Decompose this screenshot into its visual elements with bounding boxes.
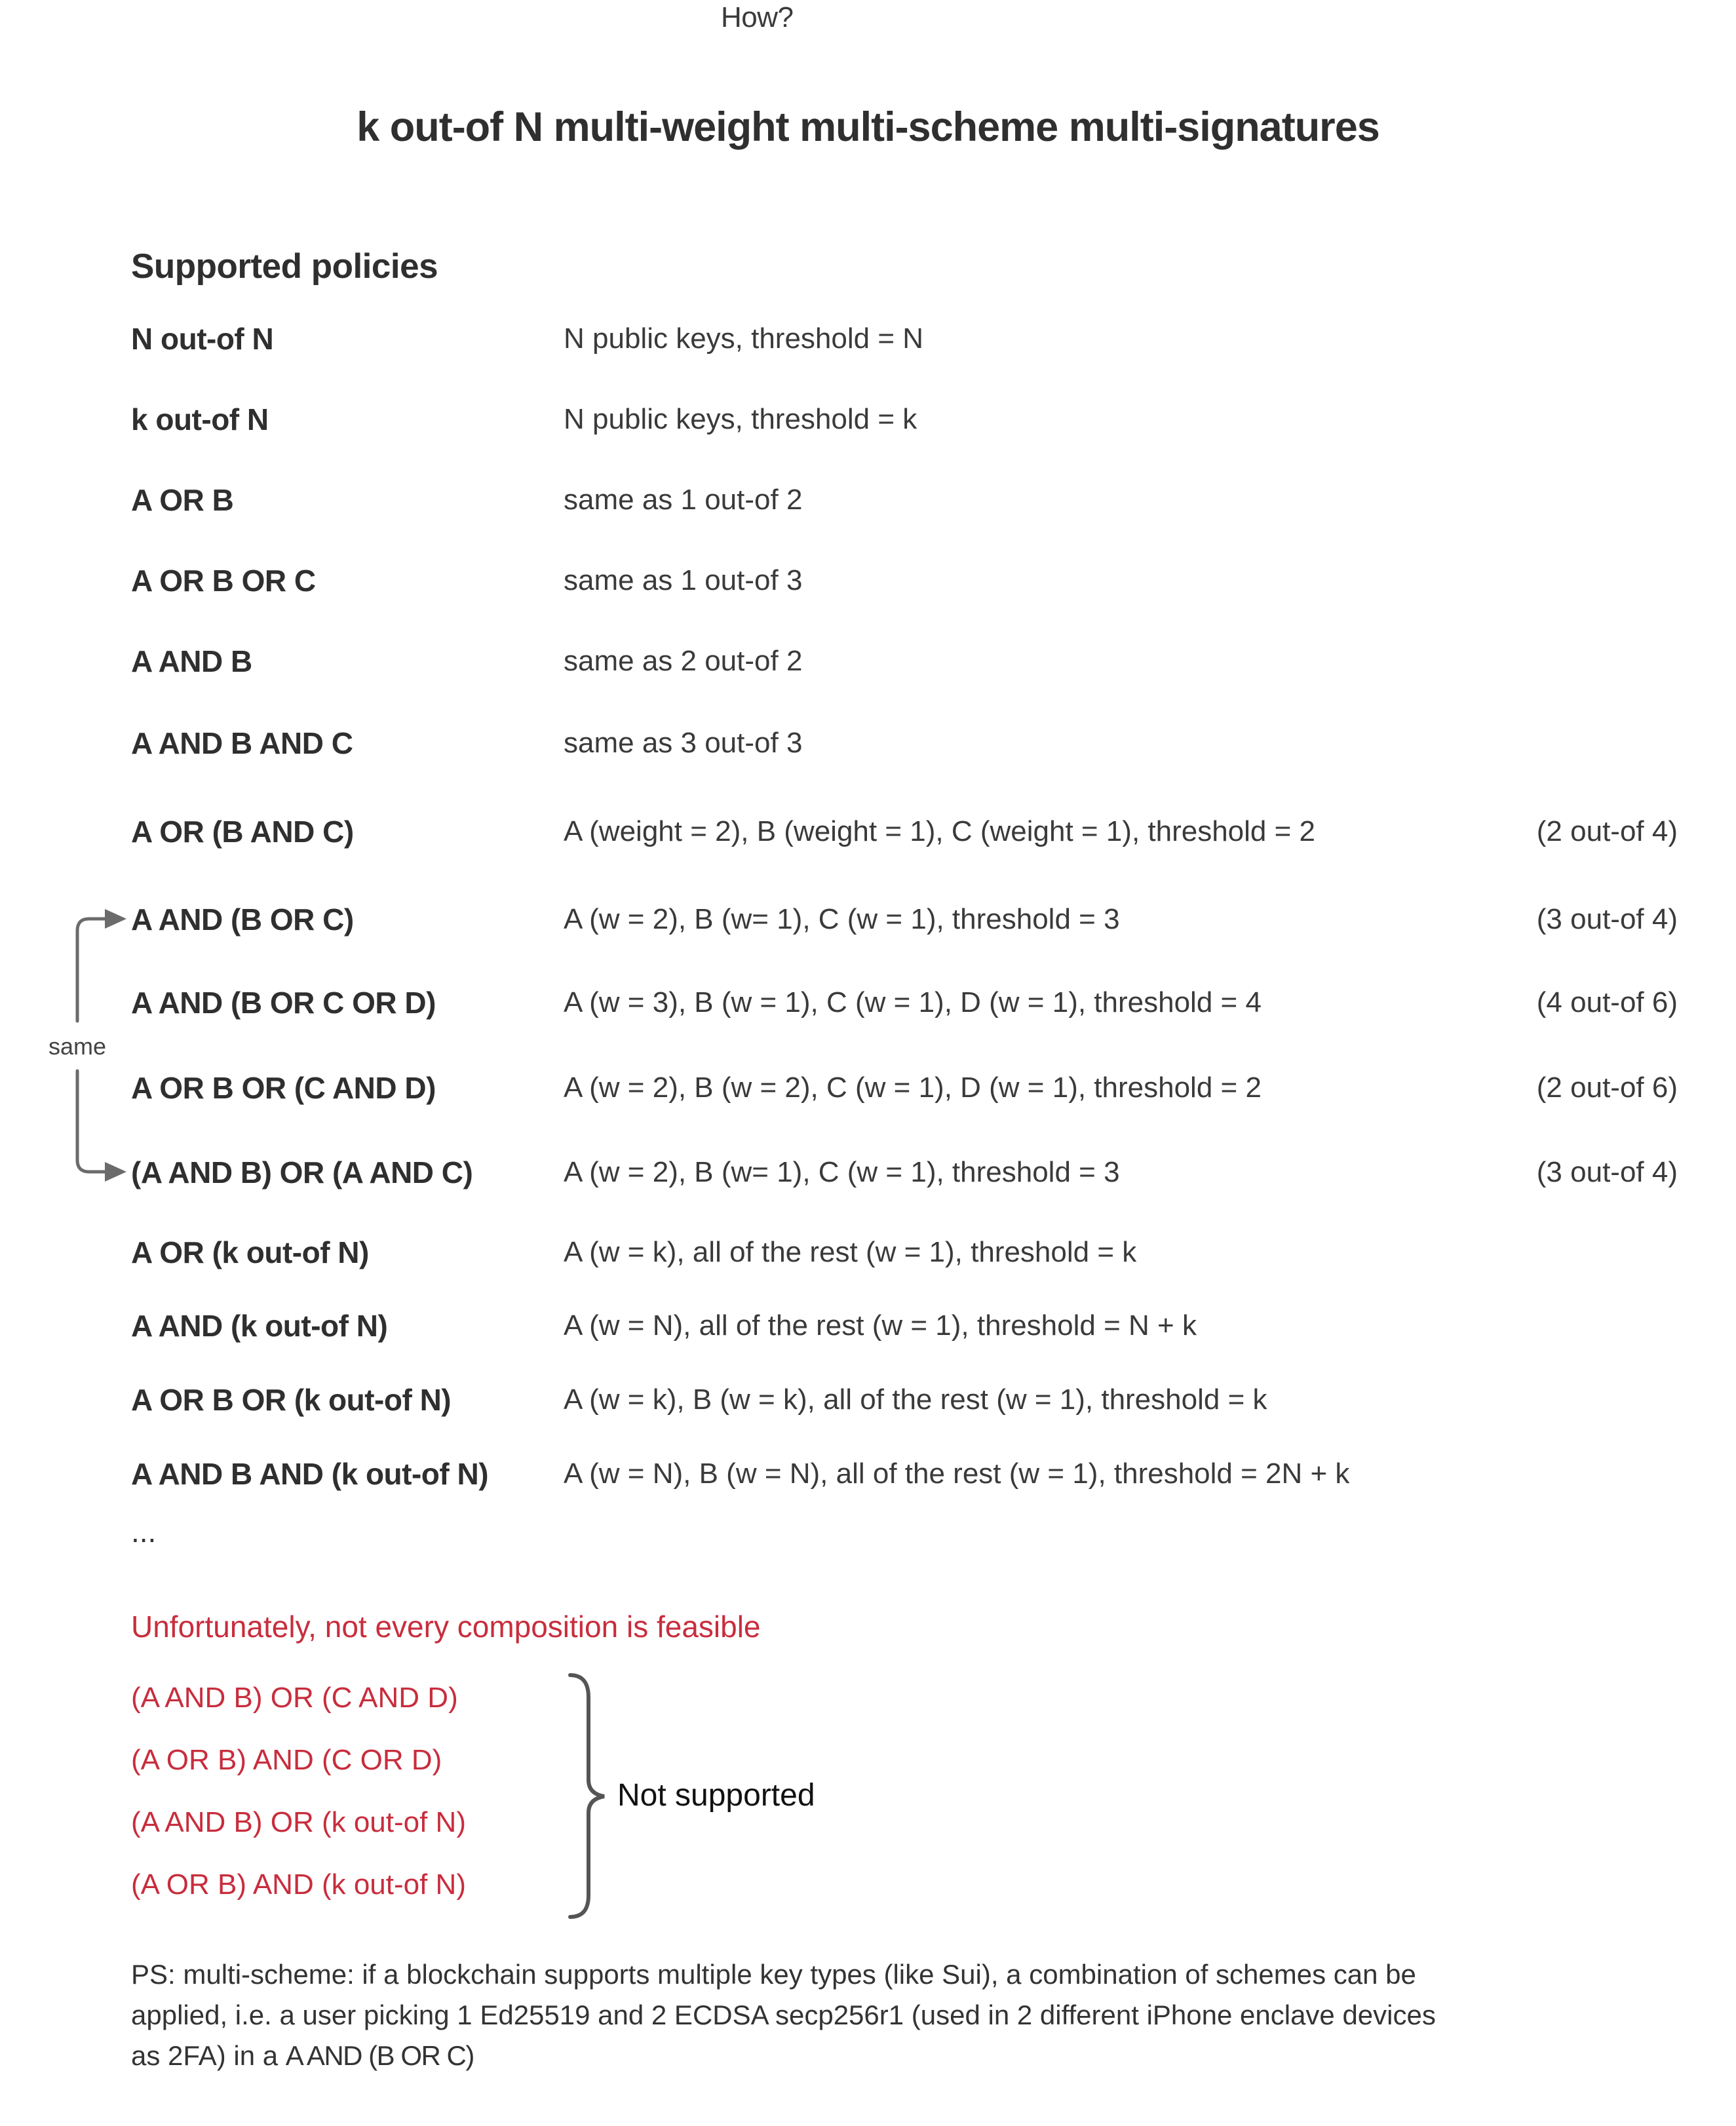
how-text: A (w = N), all of the rest (w = 1), threshold = N + k xyxy=(564,1309,1197,1342)
policy-label: A AND B AND (k out-of N) xyxy=(131,1457,489,1491)
policy-label: A OR B OR C xyxy=(131,564,316,598)
policy-label: A AND (B OR C OR D) xyxy=(131,986,436,1020)
policy-label: A OR B OR (k out-of N) xyxy=(131,1383,452,1417)
table-row xyxy=(131,814,1678,855)
how-text: A (w = k), B (w = k), all of the rest (w = 1), threshold = k xyxy=(564,1383,1267,1416)
column-header-supported-policies: Supported policies xyxy=(131,247,438,286)
infeasible-item: (A OR B) AND (C OR D) xyxy=(131,1744,442,1776)
curly-brace-icon xyxy=(562,1670,609,1922)
policy-label: k out-of N xyxy=(131,402,269,436)
arrow-right-icon xyxy=(105,909,126,929)
same-equivalence-arrow xyxy=(38,893,130,1201)
table-row xyxy=(131,644,1678,684)
equivalence-note: (3 out-of 4) xyxy=(1536,903,1678,935)
same-arrow-top-line xyxy=(77,919,105,1021)
how-text: A (w = 2), B (w= 1), C (w = 1), threshold = 3 xyxy=(564,903,1120,935)
how-text: A (weight = 2), B (weight = 1), C (weight = 1), threshold = 2 xyxy=(564,815,1316,847)
how-text: same as 1 out-of 3 xyxy=(564,564,803,596)
column-header-how: How? xyxy=(721,1,794,33)
same-arrow-bottom-line xyxy=(77,1071,105,1172)
table-row xyxy=(131,1308,1678,1349)
policy-label: A AND B xyxy=(131,644,252,678)
ps-line: PS: multi-scheme: if a blockchain supports multiple key types (like Sui), a combination of schemes can be xyxy=(131,1959,1416,1990)
how-text: A (w = 2), B (w = 2), C (w = 1), D (w = 1), threshold = 2 xyxy=(564,1072,1262,1104)
equivalence-note: (2 out-of 4) xyxy=(1536,815,1678,847)
ps-inline-policy: A AND (B OR C) xyxy=(285,2040,474,2071)
ps-line xyxy=(131,2036,1704,2076)
policy-label: (A AND B) OR (A AND C) xyxy=(131,1155,473,1189)
how-text: same as 3 out-of 3 xyxy=(564,727,803,759)
how-text: same as 2 out-of 2 xyxy=(564,645,803,677)
how-text: A (w = N), B (w = N), all of the rest (w = 1), threshold = 2N + k xyxy=(564,1458,1350,1490)
table-row xyxy=(131,985,1678,1026)
how-text: N public keys, threshold = k xyxy=(564,403,917,435)
policy-label: A AND (k out-of N) xyxy=(131,1309,388,1343)
infeasible-item: (A AND B) OR (k out-of N) xyxy=(131,1806,466,1838)
equivalence-note: (4 out-of 6) xyxy=(1536,986,1678,1018)
page-title: k out-of N multi-weight multi-scheme multi-signatures xyxy=(357,104,1379,150)
table-row xyxy=(131,1382,1678,1423)
how-text: A (w = 2), B (w= 1), C (w = 1), threshold = 3 xyxy=(564,1156,1120,1188)
ps-footnote xyxy=(131,1954,1704,2076)
arrow-right-icon xyxy=(105,1162,126,1182)
table-row xyxy=(131,1456,1678,1497)
how-text: A (w = k), all of the rest (w = 1), threshold = k xyxy=(564,1236,1137,1268)
table-row xyxy=(131,563,1678,604)
infeasible-item: (A OR B) AND (k out-of N) xyxy=(131,1868,466,1901)
policy-label: A AND B AND C xyxy=(131,726,353,760)
how-text: N public keys, threshold = N xyxy=(564,322,924,355)
policy-label: N out-of N xyxy=(131,322,274,356)
infeasible-heading: Unfortunately, not every composition is feasible xyxy=(131,1610,761,1644)
curly-brace-path xyxy=(570,1675,604,1917)
table-row xyxy=(131,902,1678,942)
policy-label: A OR B xyxy=(131,483,234,517)
how-text: same as 1 out-of 2 xyxy=(564,484,803,516)
not-supported-label: Not supported xyxy=(617,1778,815,1813)
same-label: same xyxy=(48,1033,107,1060)
ellipsis: ... xyxy=(131,1515,157,1549)
ps-line-prefix: as 2FA) in a xyxy=(131,2040,286,2071)
table-row xyxy=(131,1155,1678,1195)
policy-label: A AND (B OR C) xyxy=(131,902,354,937)
table-row xyxy=(131,482,1678,523)
table-row xyxy=(131,402,1678,442)
table-row xyxy=(131,1235,1678,1275)
table-row xyxy=(131,321,1678,362)
ps-line: applied, i.e. a user picking 1 Ed25519 and 2 ECDSA secp256r1 (used in 2 different iPhone enclave devices xyxy=(131,2000,1436,2030)
how-text: A (w = 3), B (w = 1), C (w = 1), D (w = 1), threshold = 4 xyxy=(564,986,1262,1018)
table-row xyxy=(131,1070,1678,1111)
equivalence-note: (3 out-of 4) xyxy=(1536,1156,1678,1188)
policy-label: A OR (B AND C) xyxy=(131,815,354,849)
equivalence-note: (2 out-of 6) xyxy=(1536,1072,1678,1104)
policy-label: A OR B OR (C AND D) xyxy=(131,1071,436,1105)
infeasible-item: (A AND B) OR (C AND D) xyxy=(131,1682,458,1714)
table-row xyxy=(131,725,1678,766)
policy-label: A OR (k out-of N) xyxy=(131,1235,369,1269)
